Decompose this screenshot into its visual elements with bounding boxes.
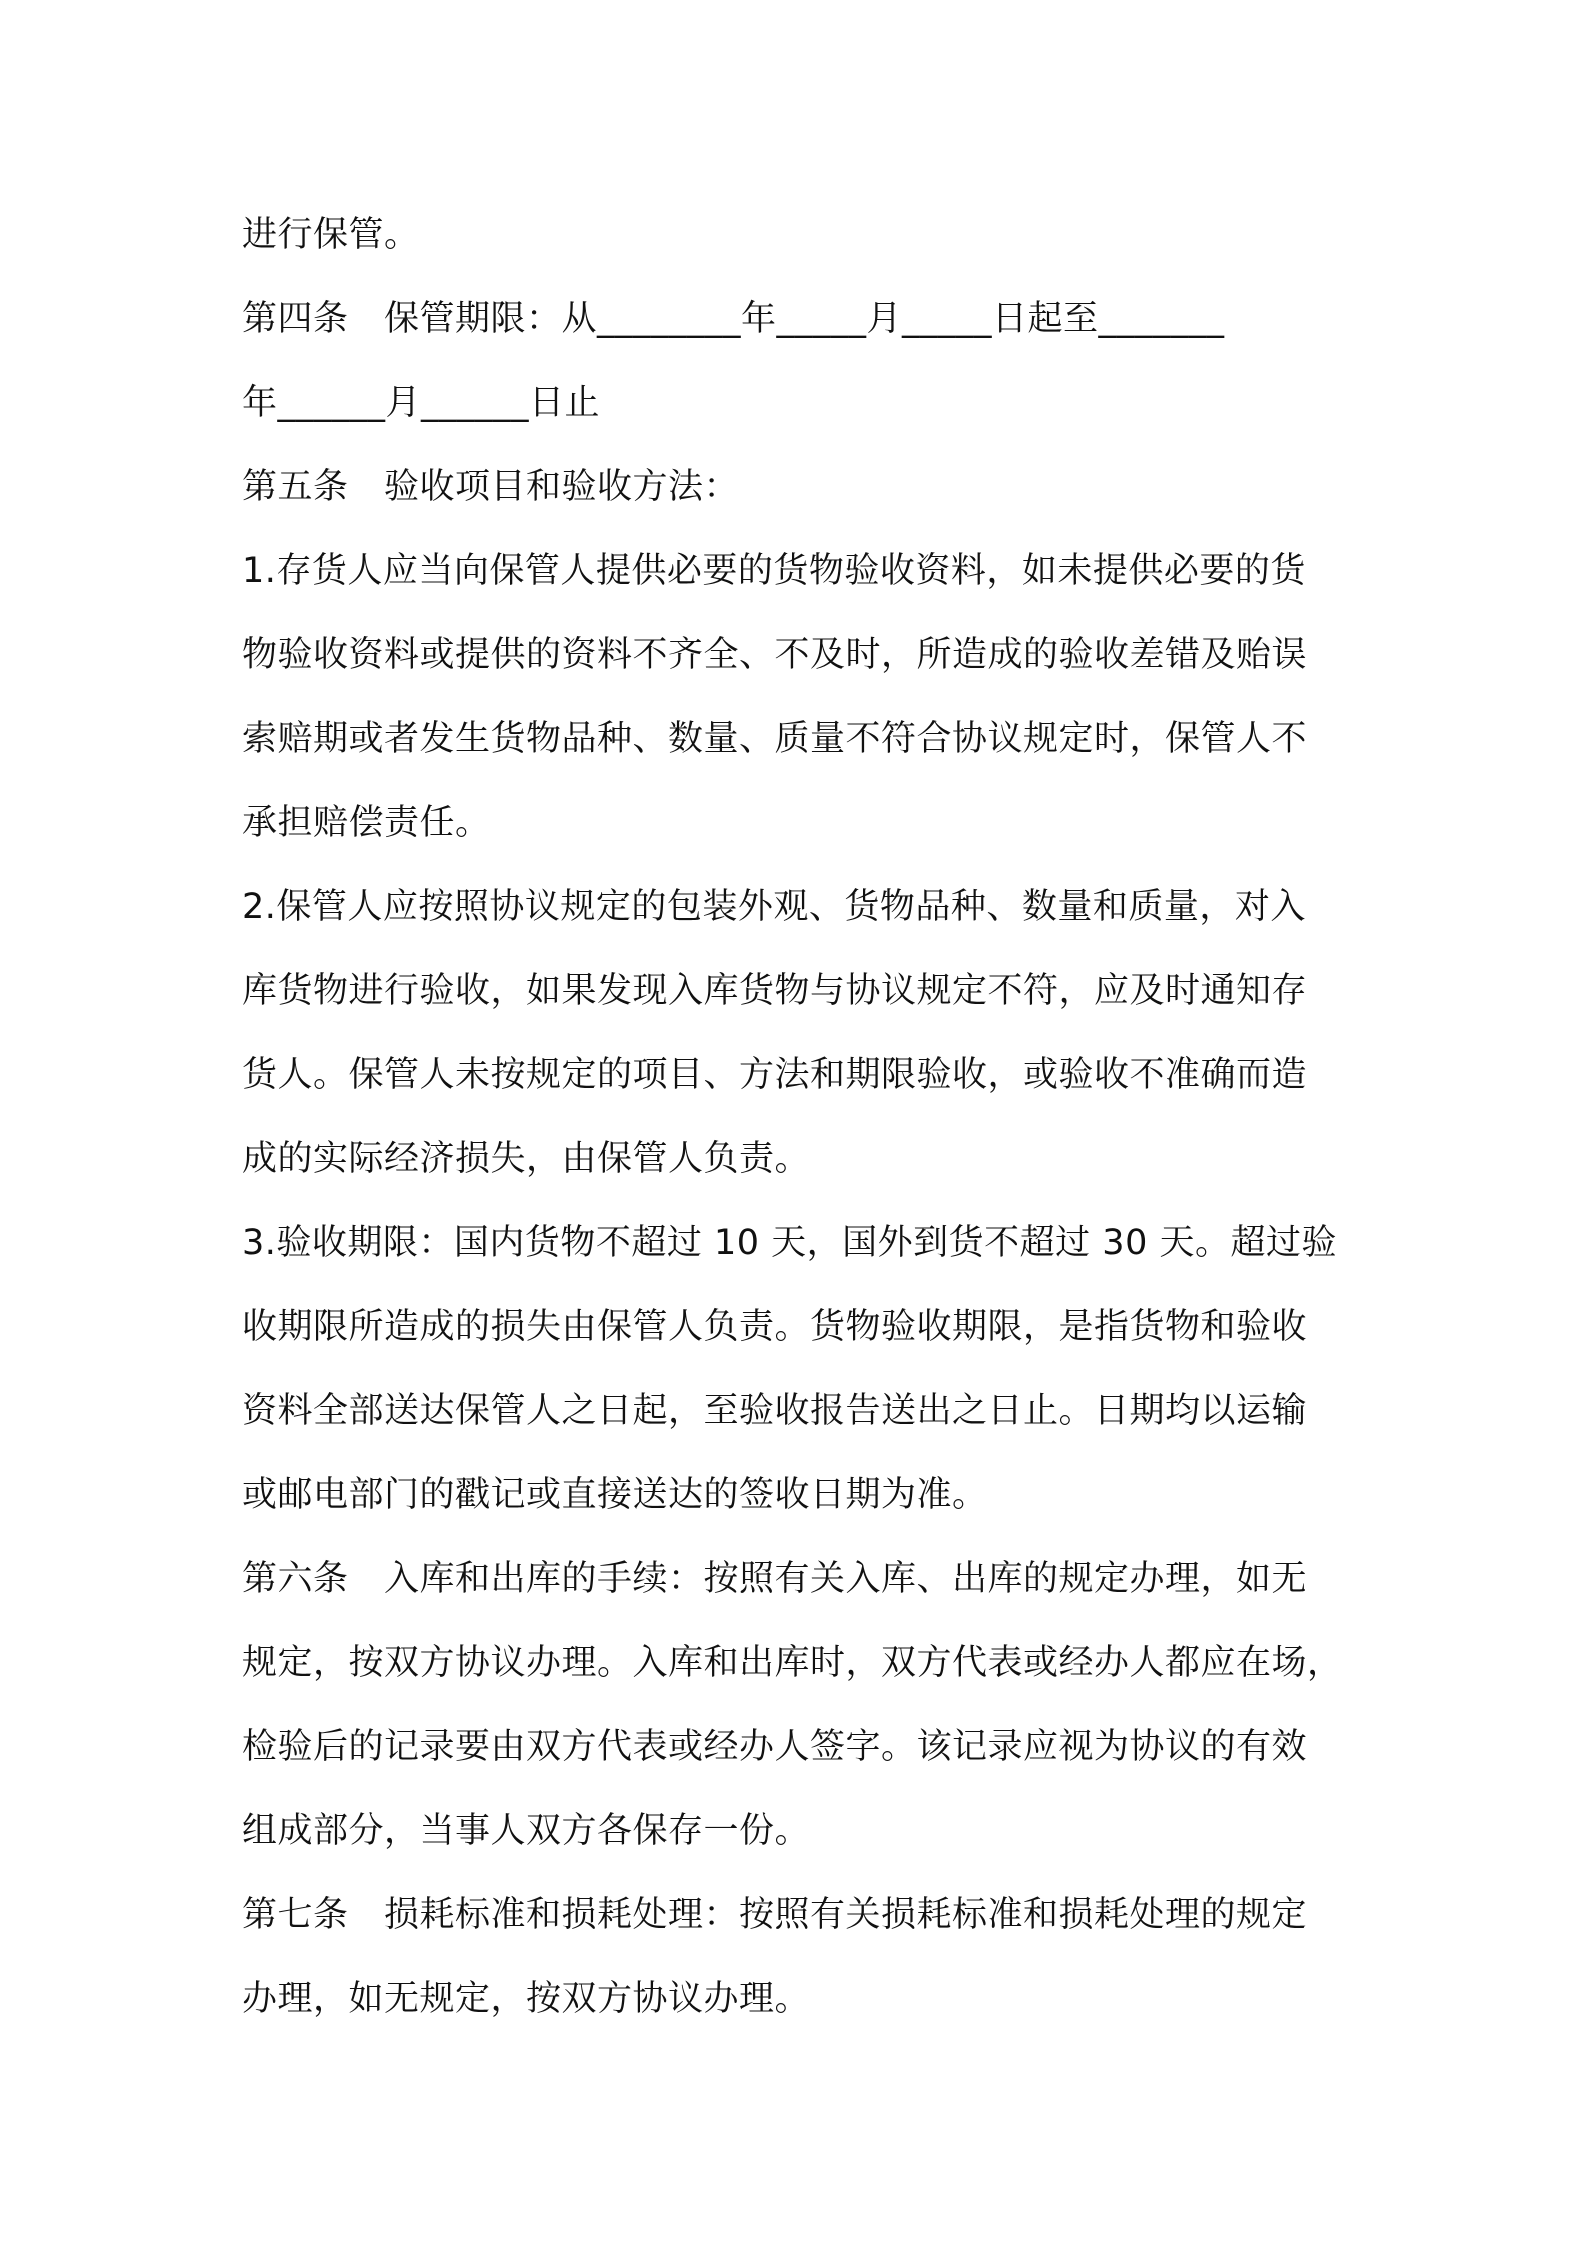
text-line: 办理，如无规定，按双方协议办理。 <box>242 1979 811 2019</box>
text-line: 年______月______日止 <box>242 383 601 423</box>
text-line: 进行保管。 <box>242 215 420 255</box>
text-line: 资料全部送达保管人之日起，至验收报告送出之日止。日期均以运输 <box>242 1391 1308 1431</box>
text-line: 库货物进行验收，如果发现入库货物与协议规定不符，应及时通知存 <box>242 971 1308 1011</box>
text-line: 成的实际经济损失，由保管人负责。 <box>242 1139 811 1179</box>
document-body <box>242 193 1352 2041</box>
text-line: 3.验收期限：国内货物不超过 10 天，国外到货不超过 30 天。超过验 <box>242 1223 1337 1263</box>
text-line: 物验收资料或提供的资料不齐全、不及时，所造成的验收差错及贻误 <box>242 635 1308 675</box>
text-line: 1.存货人应当向保管人提供必要的货物验收资料，如未提供必要的货 <box>242 551 1306 591</box>
text-line: 收期限所造成的损失由保管人负责。货物验收期限，是指货物和验收 <box>242 1307 1308 1347</box>
text-line: 组成部分，当事人双方各保存一份。 <box>242 1811 811 1851</box>
text-line: 或邮电部门的戳记或直接送达的签收日期为准。 <box>242 1475 988 1515</box>
text-line: 承担赔偿责任。 <box>242 803 491 843</box>
text-line: 索赔期或者发生货物品种、数量、质量不符合协议规定时，保管人不 <box>242 719 1308 759</box>
article-4-period: 第四条 保管期限：从________年_____月_____日起至_______ <box>242 299 1225 339</box>
article-6-heading: 第六条 入库和出库的手续：按照有关入库、出库的规定办理，如无 <box>242 1559 1308 1599</box>
article-5-heading: 第五条 验收项目和验收方法： <box>242 467 740 507</box>
article-7-heading: 第七条 损耗标准和损耗处理：按照有关损耗标准和损耗处理的规定 <box>242 1895 1308 1935</box>
text-line: 货人。保管人未按规定的项目、方法和期限验收，或验收不准确而造 <box>242 1055 1308 1095</box>
text-line: 2.保管人应按照协议规定的包装外观、货物品种、数量和质量，对入 <box>242 887 1306 927</box>
text-line: 检验后的记录要由双方代表或经办人签字。该记录应视为协议的有效 <box>242 1727 1308 1767</box>
text-line: 规定，按双方协议办理。入库和出库时，双方代表或经办人都应在场， <box>242 1643 1343 1683</box>
